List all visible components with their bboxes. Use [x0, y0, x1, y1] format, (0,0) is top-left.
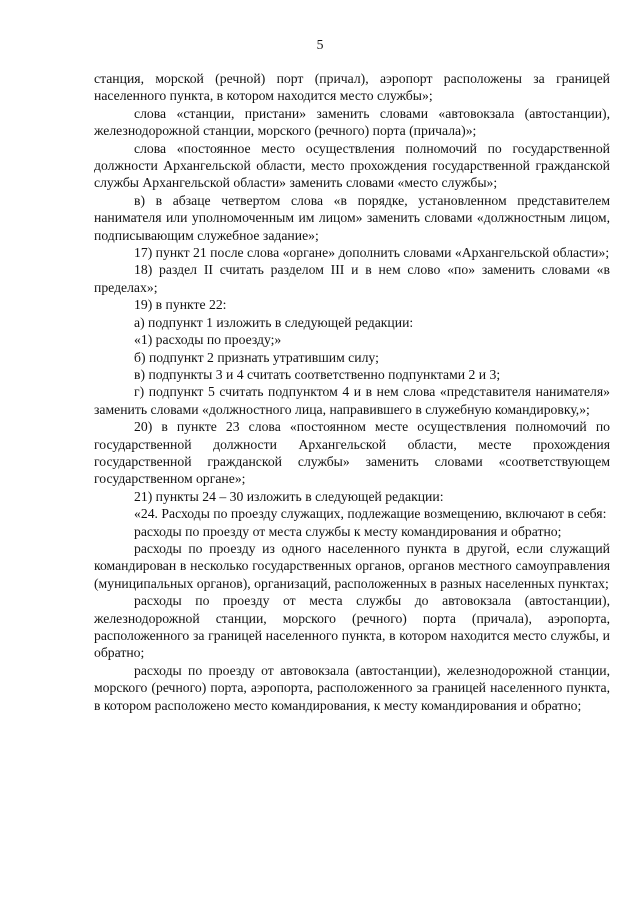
paragraph: станция, морской (речной) порт (причал), аэропорт расположены за границей населенного пункта, в котором находится место службы»;	[94, 71, 610, 104]
paragraph: 18) раздел II считать разделом III и в нем слово «по» заменить словами «в пределах»;	[94, 262, 610, 295]
paragraph: в) в абзаце четвертом слова «в порядке, установленном представителем нанимателя или уполномоченным им лицом» заменить словами «должностным лицом, подписывающим служебное задание»;	[94, 192, 610, 243]
paragraph: г) подпункт 5 считать подпунктом 4 и в нем слова «представителя нанимателя» заменить словами «должностного лица, направившего в служебную командировку,»;	[94, 384, 610, 417]
paragraph: расходы по проезду от автовокзала (автостанции), железнодорожной станции, морского (речного) порта, аэропорта, расположенного за границей населенного пункта, в котором расположено место командирования, к месту командирования и обратно;	[94, 662, 610, 713]
paragraph: расходы по проезду от места службы к месту командирования и обратно;	[134, 523, 562, 539]
paragraph: 17) пункт 21 после слова «органе» дополнить словами «Архангельской области»;	[134, 245, 610, 261]
paragraph: расходы по проезду из одного населенного пункта в другой, если служащий командирован в несколько государственных органов, органов местного самоуправления (муниципальных органов), организаций, расположенных в разных населенных пунктах;	[94, 540, 610, 591]
paragraph: 20) в пункте 23 слова «постоянном месте осуществления полномочий по государственной должности Архангельской области, месте прохождения государственной гражданской службы» заменить словами «соответствующем государственном органе»;	[94, 419, 610, 487]
paragraph: «24. Расходы по проезду служащих, подлежащие возмещению, включают в себя:	[134, 506, 607, 522]
paragraph: 21) пункты 24 – 30 изложить в следующей редакции:	[134, 488, 444, 504]
document-body	[94, 70, 610, 714]
paragraph: б) подпункт 2 признать утратившим силу;	[134, 349, 379, 365]
page-number: 5	[316, 37, 324, 52]
paragraph: «1) расходы по проезду;»	[134, 332, 282, 348]
paragraph: а) подпункт 1 изложить в следующей редакции:	[134, 314, 414, 330]
paragraph: 19) в пункте 22:	[134, 297, 227, 313]
paragraph: слова «станции, пристани» заменить словами «автовокзала (автостанции), железнодорожной станции, морского (речного) порта (причала)»;	[94, 105, 610, 139]
paragraph: расходы по проезду от места службы до автовокзала (автостанции), железнодорожной станции, морского (речного) порта (причала), аэропорта, расположенного за границей населенного пункта, в котором находится место службы, и обратно;	[94, 593, 610, 661]
paragraph: в) подпункты 3 и 4 считать соответственно подпунктами 2 и 3;	[134, 366, 501, 382]
paragraph: слова «постоянное место осуществления полномочий по государственной должности Архангельской области, место прохождения государственной гражданской службы Архангельской области» заменить словами «место службы»;	[94, 140, 610, 191]
